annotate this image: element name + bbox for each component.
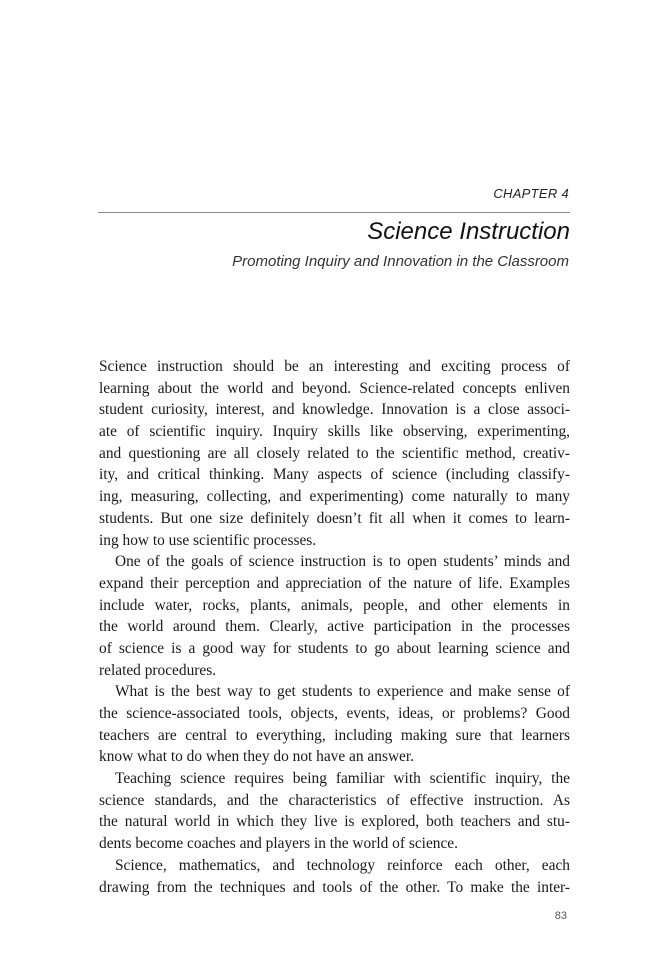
text-line: teachers are central to everything, including making sure that learners [99, 726, 570, 744]
chapter-title: Science Instruction [367, 218, 570, 245]
text-line: ate of scientific inquiry. Inquiry skills like observing, experimenting, [99, 423, 570, 441]
text-line: the natural world in which they live is explored, both teachers and stu- [99, 813, 570, 831]
text-line: include water, rocks, plants, animals, people, and other elements in [99, 596, 570, 614]
text-line: Science instruction should be an interesting and exciting process of [99, 358, 570, 375]
chapter-divider [98, 212, 570, 213]
page-number: 83 [554, 910, 567, 922]
text-line: of science is a good way for students to go about learning science and [99, 639, 570, 657]
text-line: What is the best way to get students to experience and make sense of [115, 683, 570, 701]
text-line: know what to do when they do not have an answer. [99, 748, 415, 766]
text-line: students. But one size definitely doesn’t fit all when it comes to learn- [99, 509, 570, 527]
body-text [99, 356, 570, 898]
text-line: the science-associated tools, objects, events, ideas, or problems? Good [99, 705, 570, 722]
text-line: ity, and critical thinking. Many aspects of science (including classify- [99, 466, 570, 484]
text-line: learning about the world and beyond. Science-related concepts enliven [99, 379, 570, 397]
text-line: student curiosity, interest, and knowledge. Innovation is a close associ- [99, 401, 570, 419]
chapter-subtitle: Promoting Inquiry and Innovation in the Classroom [232, 253, 569, 270]
text-line: ing, measuring, collecting, and experimenting) come naturally to many [99, 488, 570, 506]
text-line: One of the goals of science instruction is to open students’ minds and [115, 553, 570, 571]
text-line: expand their perception and appreciation of the nature of life. Examples [99, 574, 570, 592]
text-line: ing how to use scientific processes. [99, 531, 317, 549]
text-line: Science, mathematics, and technology reinforce each other, each [115, 856, 570, 874]
text-line: Teaching science requires being familiar with scientific inquiry, the [115, 770, 570, 788]
text-line: drawing from the techniques and tools of the other. To make the inter- [99, 878, 570, 896]
text-line: related procedures. [99, 661, 217, 679]
text-line: and questioning are all closely related to the scientific method, creativ- [99, 444, 570, 462]
text-line: science standards, and the characteristics of effective instruction. As [99, 791, 570, 809]
text-line: the world around them. Clearly, active participation in the processes [99, 618, 570, 636]
chapter-label: CHAPTER 4 [493, 186, 569, 201]
text-line: dents become coaches and players in the world of science. [99, 835, 458, 853]
